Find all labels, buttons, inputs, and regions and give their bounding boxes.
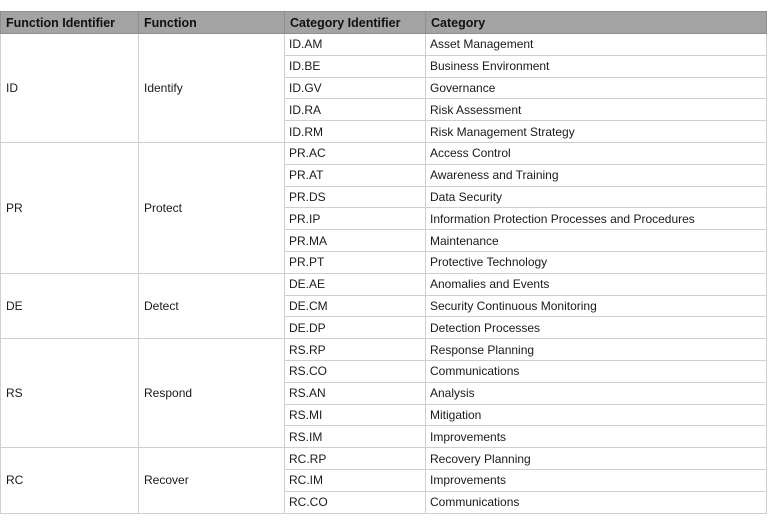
function-identifier-cell: ID xyxy=(1,34,139,143)
category-cell: Risk Management Strategy xyxy=(426,121,767,143)
category-cell: Business Environment xyxy=(426,55,767,77)
category-identifier-cell: PR.MA xyxy=(285,230,426,252)
category-cell: Awareness and Training xyxy=(426,164,767,186)
category-identifier-cell: DE.AE xyxy=(285,273,426,295)
function-identifier-cell: RS xyxy=(1,339,139,448)
category-identifier-cell: PR.IP xyxy=(285,208,426,230)
category-cell: Mitigation xyxy=(426,404,767,426)
category-cell: Maintenance xyxy=(426,230,767,252)
function-cell: Protect xyxy=(139,142,285,273)
category-identifier-cell: RS.AN xyxy=(285,382,426,404)
category-identifier-cell: RC.CO xyxy=(285,491,426,513)
function-cell: Respond xyxy=(139,339,285,448)
category-cell: Security Continuous Monitoring xyxy=(426,295,767,317)
header-function-identifier: Function Identifier xyxy=(1,12,139,34)
category-identifier-cell: PR.DS xyxy=(285,186,426,208)
category-cell: Communications xyxy=(426,491,767,513)
category-identifier-cell: ID.RA xyxy=(285,99,426,121)
function-identifier-cell: DE xyxy=(1,273,139,338)
category-identifier-cell: PR.AC xyxy=(285,142,426,164)
table-body xyxy=(1,34,767,514)
category-identifier-cell: RC.IM xyxy=(285,469,426,491)
category-identifier-cell: ID.AM xyxy=(285,34,426,56)
category-identifier-cell: RS.MI xyxy=(285,404,426,426)
category-cell: Analysis xyxy=(426,382,767,404)
function-cell: Identify xyxy=(139,34,285,143)
header-category-identifier: Category Identifier xyxy=(285,12,426,34)
category-cell: Detection Processes xyxy=(426,317,767,339)
category-cell: Improvements xyxy=(426,426,767,448)
category-identifier-cell: RS.RP xyxy=(285,339,426,361)
function-cell: Recover xyxy=(139,448,285,513)
category-cell: Asset Management xyxy=(426,34,767,56)
table-row xyxy=(1,142,767,164)
category-cell: Risk Assessment xyxy=(426,99,767,121)
function-identifier-cell: RC xyxy=(1,448,139,513)
framework-table xyxy=(0,11,767,514)
category-cell: Response Planning xyxy=(426,339,767,361)
function-identifier-cell: PR xyxy=(1,142,139,273)
category-identifier-cell: ID.BE xyxy=(285,55,426,77)
table-row xyxy=(1,273,767,295)
table-row xyxy=(1,34,767,56)
header-row xyxy=(1,12,767,34)
category-cell: Data Security xyxy=(426,186,767,208)
category-cell: Communications xyxy=(426,360,767,382)
header-category: Category xyxy=(426,12,767,34)
category-identifier-cell: PR.AT xyxy=(285,164,426,186)
header-function: Function xyxy=(139,12,285,34)
category-identifier-cell: DE.DP xyxy=(285,317,426,339)
category-cell: Protective Technology xyxy=(426,251,767,273)
category-cell: Governance xyxy=(426,77,767,99)
category-identifier-cell: ID.GV xyxy=(285,77,426,99)
category-identifier-cell: DE.CM xyxy=(285,295,426,317)
category-cell: Improvements xyxy=(426,469,767,491)
category-identifier-cell: ID.RM xyxy=(285,121,426,143)
category-cell: Anomalies and Events xyxy=(426,273,767,295)
category-cell: Information Protection Processes and Procedures xyxy=(426,208,767,230)
category-identifier-cell: RC.RP xyxy=(285,448,426,470)
category-cell: Recovery Planning xyxy=(426,448,767,470)
category-identifier-cell: RS.IM xyxy=(285,426,426,448)
category-identifier-cell: RS.CO xyxy=(285,360,426,382)
table-row xyxy=(1,448,767,470)
category-identifier-cell: PR.PT xyxy=(285,251,426,273)
category-cell: Access Control xyxy=(426,142,767,164)
table-row xyxy=(1,339,767,361)
function-cell: Detect xyxy=(139,273,285,338)
table-header xyxy=(1,12,767,34)
